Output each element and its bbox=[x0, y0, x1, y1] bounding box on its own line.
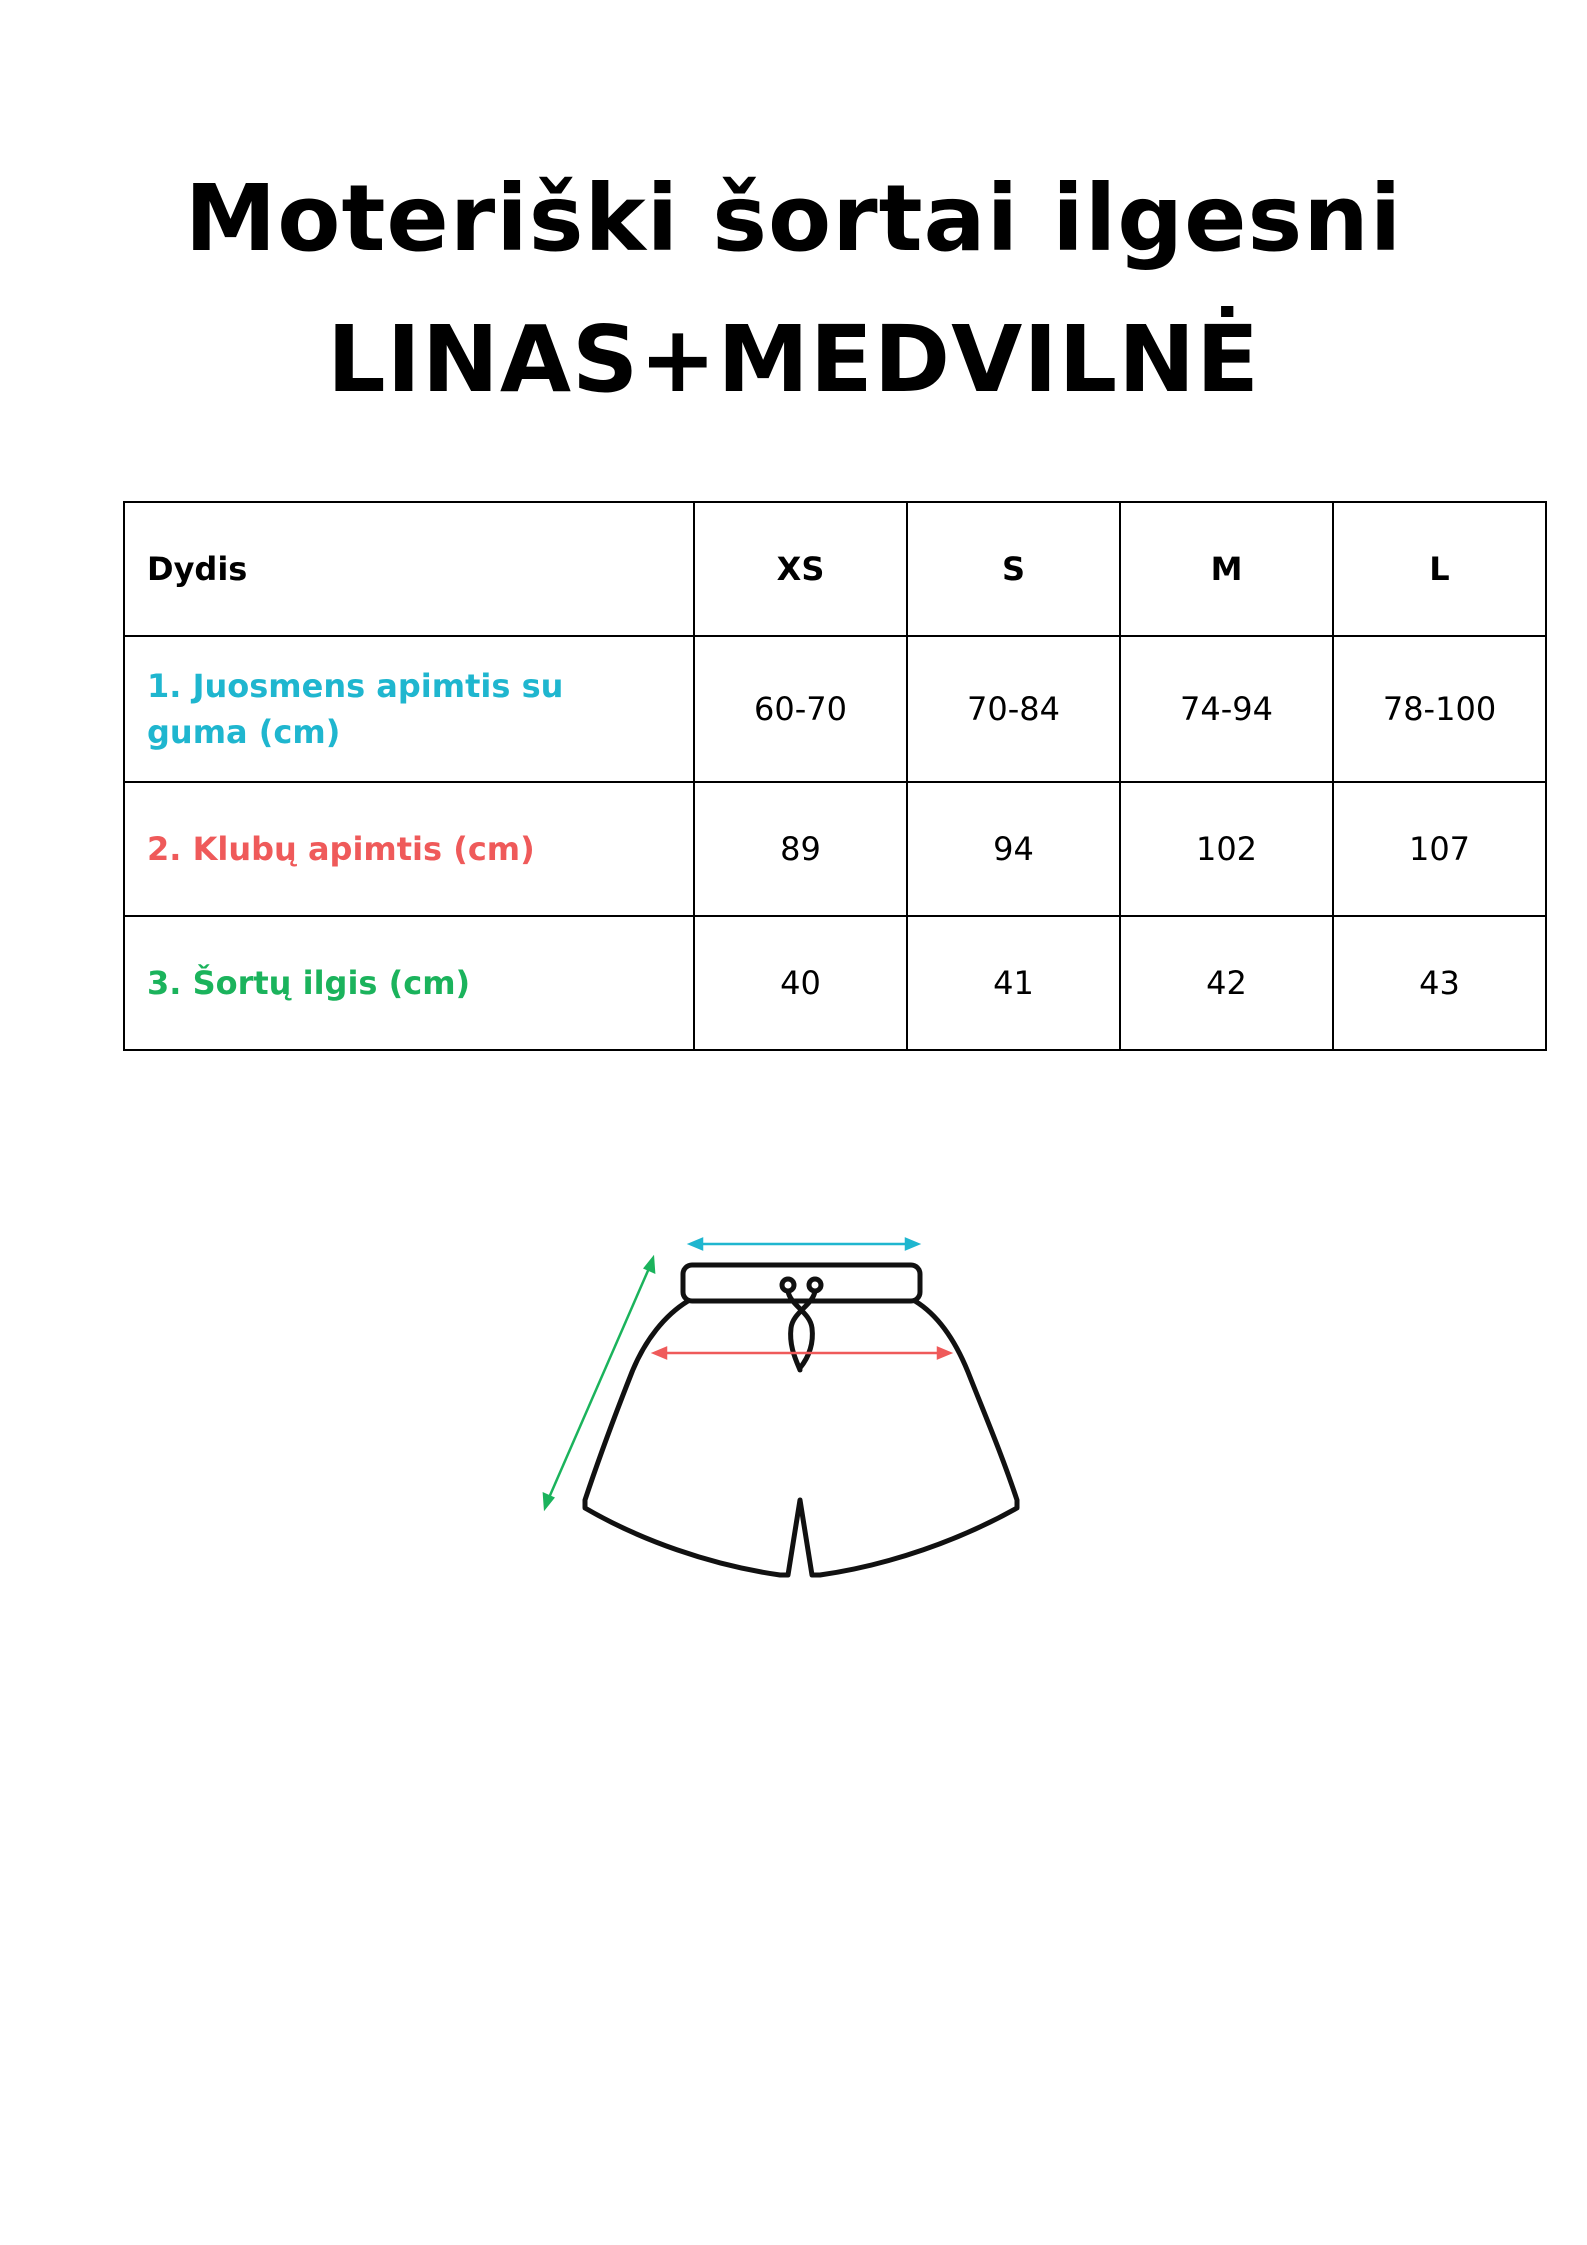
row-label-hip: 2. Klubų apimtis (cm) bbox=[124, 782, 694, 916]
row-label-waist: 1. Juosmens apimtis su guma (cm) bbox=[124, 636, 694, 782]
table-row-length bbox=[124, 916, 1546, 1050]
table-cell: 74-94 bbox=[1120, 636, 1333, 782]
header-size-s: S bbox=[907, 502, 1120, 636]
drawstring-hole-left bbox=[782, 1279, 794, 1291]
waist-measure-arrow bbox=[690, 1239, 918, 1249]
shorts-outline-icon bbox=[585, 1265, 1017, 1575]
table-cell: 40 bbox=[694, 916, 907, 1050]
waistband-shape bbox=[683, 1265, 920, 1301]
drawstring-hole-right bbox=[809, 1279, 821, 1291]
table-cell: 43 bbox=[1333, 916, 1546, 1050]
table-cell: 60-70 bbox=[694, 636, 907, 782]
table-row-waist bbox=[124, 636, 1546, 782]
drawstring-cord bbox=[788, 1291, 812, 1368]
shorts-body-shape bbox=[585, 1301, 1017, 1575]
table-cell: 41 bbox=[907, 916, 1120, 1050]
header-size-m: M bbox=[1120, 502, 1333, 636]
table-row-hip bbox=[124, 782, 1546, 916]
page-title-line-2: LINAS+MEDVILNĖ bbox=[326, 306, 1261, 413]
table-cell: 102 bbox=[1120, 782, 1333, 916]
table-cell: 89 bbox=[694, 782, 907, 916]
row-label-length: 3. Šortų ilgis (cm) bbox=[124, 916, 694, 1050]
table-header-row bbox=[124, 502, 1546, 636]
drawstring-cord bbox=[791, 1291, 815, 1370]
page-title-line-1: Moteriški šortai ilgesni bbox=[184, 165, 1403, 272]
size-chart-table bbox=[123, 501, 1547, 1051]
table-cell: 94 bbox=[907, 782, 1120, 916]
table-cell: 78-100 bbox=[1333, 636, 1546, 782]
hip-measure-arrow bbox=[654, 1348, 950, 1358]
table-cell: 42 bbox=[1120, 916, 1333, 1050]
header-size-xs: XS bbox=[694, 502, 907, 636]
table-cell: 70-84 bbox=[907, 636, 1120, 782]
header-size-l: L bbox=[1333, 502, 1546, 636]
length-measure-arrow bbox=[544, 1258, 654, 1508]
header-size-label: Dydis bbox=[124, 502, 694, 636]
table-cell: 107 bbox=[1333, 782, 1546, 916]
